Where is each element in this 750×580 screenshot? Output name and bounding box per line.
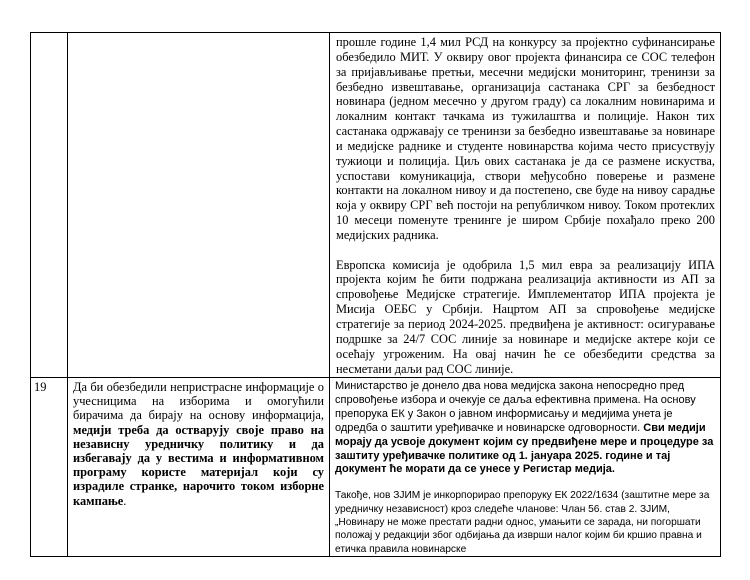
recommendation-cell-empty xyxy=(68,33,330,378)
response-paragraph xyxy=(335,380,715,477)
row-number: 19 xyxy=(34,380,47,394)
recommendation-plain: Да би обезбедили непристрасне информације о учесницима на изборима и омогућили бирачима да бирају на основу информација, xyxy=(73,380,324,423)
response-paragraph: Такође, нов ЗЈИМ је инкорпорирао препоруку ЕК 2022/1634 (заштитне мере за уредничку независност) кроз следеће чланове: Члан 56. став 2. ЗЈИМ, „Новинару не може престати радни однос, умањити се зарада, ни погоршати положај у редакцији због одбијања да изврши налог којим би кршио правна и етичка правила новинарске xyxy=(335,490,710,555)
row-number-cell xyxy=(31,378,68,557)
recommendation-end: . xyxy=(123,493,127,508)
response-plain: Министарство је донело два нова медијска закона непосредно пред спровођење избора и очекује се даља ефективна примена. На основу препорука ЕК у Закон о јавном информисању и медијима унета је одредба о заштити уређивачке и новинарске одговорности. xyxy=(335,380,696,434)
response-bold: Сви медији морају да усвоје документ којим су предвиђене мере и процедуре за заштиту уређивачке политике од 1. јануара 2025. године и тај документ ће морати да се унесе у Регистар медија. xyxy=(335,421,714,476)
recommendation-bold: медији треба да остварују своје право на независну уредничку политику и да избегавају да у вестима и информативном програму користе материјал који су израдиле странке, нарочито током изборне кампање xyxy=(73,422,324,508)
response-paragraph: прошле године 1,4 мил РСД на конкурсу за пројектно суфинансирање обезбедило МИТ. У оквиру овог пројекта финансира се СОС телефон за пријављивање претњи, месечни медијски мониторинг, тренинзи за безбедно извештавање, организација састанака СРГ за безбедност новинара (једном месечно у другом граду) са локалним новинарима и локалним контакт тачкама из тужилаштва и полиције. Након тих састанака одржавају се тренинзи за безбедно извештавање за новинаре и медијске раднике и студенте новинарства којима често присуствују тужиоци и полиција. Циљ ових састанака је да се размене искуства, успостави комуникација, створи међусобно поверење и размене контакти на локалном нивоу и да постепено, све буде на нивоу сарадње која у оквиру СРГ већ постоји на републичком нивоу. Током протеклих 10 месеци поменуте тренинге је широм Србије похађало преко 200 медијских радника. xyxy=(336,35,715,242)
table-row xyxy=(31,378,721,557)
recommendations-table xyxy=(30,32,721,557)
response-cell xyxy=(330,378,721,557)
response-cell xyxy=(330,33,721,378)
row-number-cell-empty xyxy=(31,33,68,378)
recommendation-cell xyxy=(68,378,330,557)
table-row xyxy=(31,33,721,378)
recommendation-text xyxy=(68,378,329,508)
response-paragraph: Европска комисија је одобрила 1,5 мил евра за реализацију ИПА пројекта којим ће бити подржана реализација активности из АП за спровођење Медијске стратегије. Имплементатор ИПА пројекта је Мисија ОЕБС у Србији. Нацртом АП за спровођење медијске стратегије за период 2024-2025. предвиђена је активност: осигуравање подршке за 24/7 СОС линије за новинаре и медијске актере који се осећају угроженим. На овај начин ће се обезбедити средства за несметани даљи рад СОС линије. xyxy=(336,257,715,376)
